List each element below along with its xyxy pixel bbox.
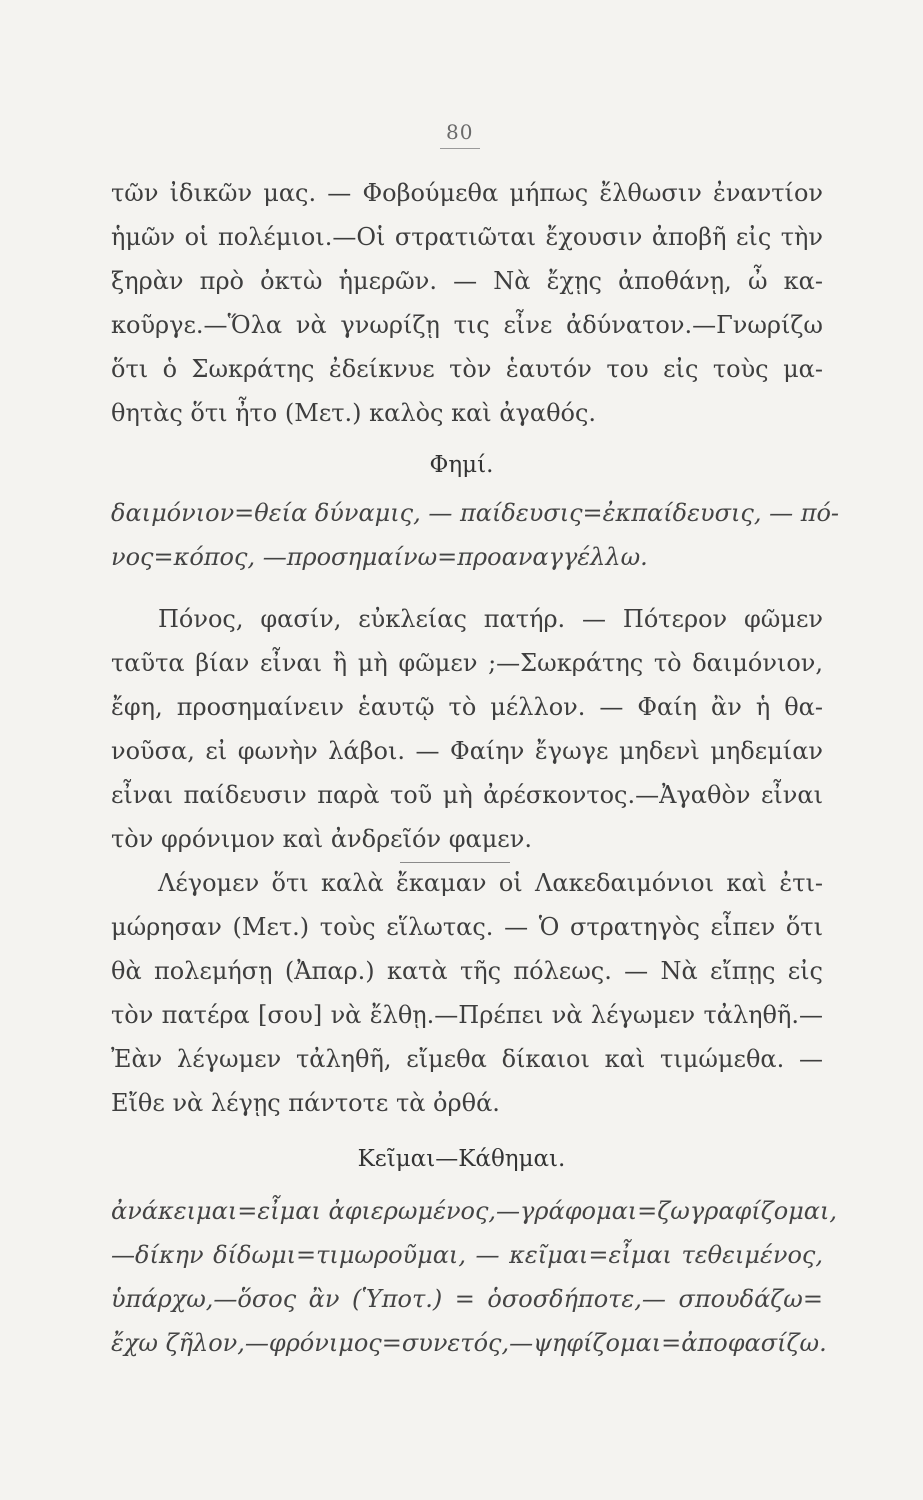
page-number: 80 (446, 120, 474, 144)
section-heading: Κεῖμαι—Κάθημαι. (357, 1146, 566, 1172)
glossary-line: νος=κόπος, —προσημαίνω=προαναγγέλλω. (111, 543, 648, 571)
section-heading: Φημί. (429, 452, 494, 478)
paragraph-line: ἡμῶν οἱ πολέμιοι.—Οἱ στρατιῶται ἔχουσιν ἀποβῆ εἰς τὴν (111, 223, 823, 251)
paragraph-line: τὸν πατέρα [σου] νὰ ἔλθῃ.—Πρέπει νὰ λέγωμεν τἀληθῆ.— (111, 1001, 823, 1029)
paragraph-line: τῶν ἰδικῶν μας. — Φοβούμεθα μήπως ἔλθωσιν ἐναντίον (111, 179, 823, 207)
paragraph-line: ξηρὰν πρὸ ὀκτὼ ἡμερῶν. — Νὰ ἔχῃς ἀποθάνῃ, ὦ κα- (111, 267, 823, 295)
paragraph-line: Ἐὰν λέγωμεν τἀληθῆ, εἴμεθα δίκαιοι καὶ τιμώμεθα. — (111, 1045, 823, 1073)
paragraph-line: εἶναι παίδευσιν παρὰ τοῦ μὴ ἀρέσκοντος.—Ἀγαθὸν εἶναι (111, 781, 823, 809)
paragraph-line: ἔφη, προσημαίνειν ἑαυτῷ τὸ μέλλον. — Φαίη ἂν ἡ θα- (111, 693, 823, 721)
glossary-line: δαιμόνιον=θεία δύναμις, — παίδευσις=ἐκπαίδευσις, — πό- (111, 499, 840, 527)
page-number-rule (440, 148, 480, 149)
paragraph-line: τὸν φρόνιμον καὶ ἀνδρεῖόν φαμεν. (111, 825, 532, 853)
paragraph-line: νοῦσα, εἰ φωνὴν λάβοι. — Φαίην ἔγωγε μηδενὶ μηδεμίαν (111, 737, 823, 765)
paragraph-line: ταῦτα βίαν εἶναι ἢ μὴ φῶμεν ;—Σωκράτης τὸ δαιμόνιον, (111, 649, 823, 677)
paragraph-line: Πόνος, φασίν, εὐκλείας πατήρ. — Πότερον φῶμεν (158, 605, 823, 633)
paragraph-line: θητὰς ὅτι ἦτο (Μετ.) καλὸς καὶ ἀγαθός. (111, 399, 597, 427)
glossary-line: ἔχω ζῆλον,—φρόνιμος=συνετός,—ψηφίζομαι=ἀποφασίζω. (111, 1329, 827, 1357)
paragraph-line: ὅτι ὁ Σωκράτης ἐδείκνυε τὸν ἑαυτόν του εἰς τοὺς μα- (111, 355, 823, 383)
glossary-line: ὑπάρχω,—ὅσος ἂν (Ὑποτ.) = ὁσοσδήποτε,— σπουδάζω= (111, 1285, 823, 1313)
paragraph-line: μώρησαν (Μετ.) τοὺς εἵλωτας. — Ὁ στρατηγὸς εἶπεν ὅτι (111, 913, 823, 941)
paragraph-line: κοῦργε.—Ὅλα νὰ γνωρίζῃ τις εἶνε ἀδύνατον.—Γνωρίζω (111, 311, 823, 339)
paragraph-line: θὰ πολεμήσῃ (Ἀπαρ.) κατὰ τῆς πόλεως. — Νὰ εἴπῃς εἰς (111, 957, 823, 985)
section-separator (400, 862, 510, 863)
paragraph-line: Λέγομεν ὅτι καλὰ ἔκαμαν οἱ Λακεδαιμόνιοι καὶ ἐτι- (158, 869, 823, 897)
glossary-line: ἀνάκειμαι=εἶμαι ἀφιερωμένος,—γράφομαι=ζωγραφίζομαι, (111, 1197, 838, 1225)
paragraph-line: Εἴθε νὰ λέγῃς πάντοτε τὰ ὀρθά. (111, 1089, 500, 1117)
glossary-line: —δίκην δίδωμι=τιμωροῦμαι, — κεῖμαι=εἶμαι τεθειμένος, (111, 1241, 823, 1269)
